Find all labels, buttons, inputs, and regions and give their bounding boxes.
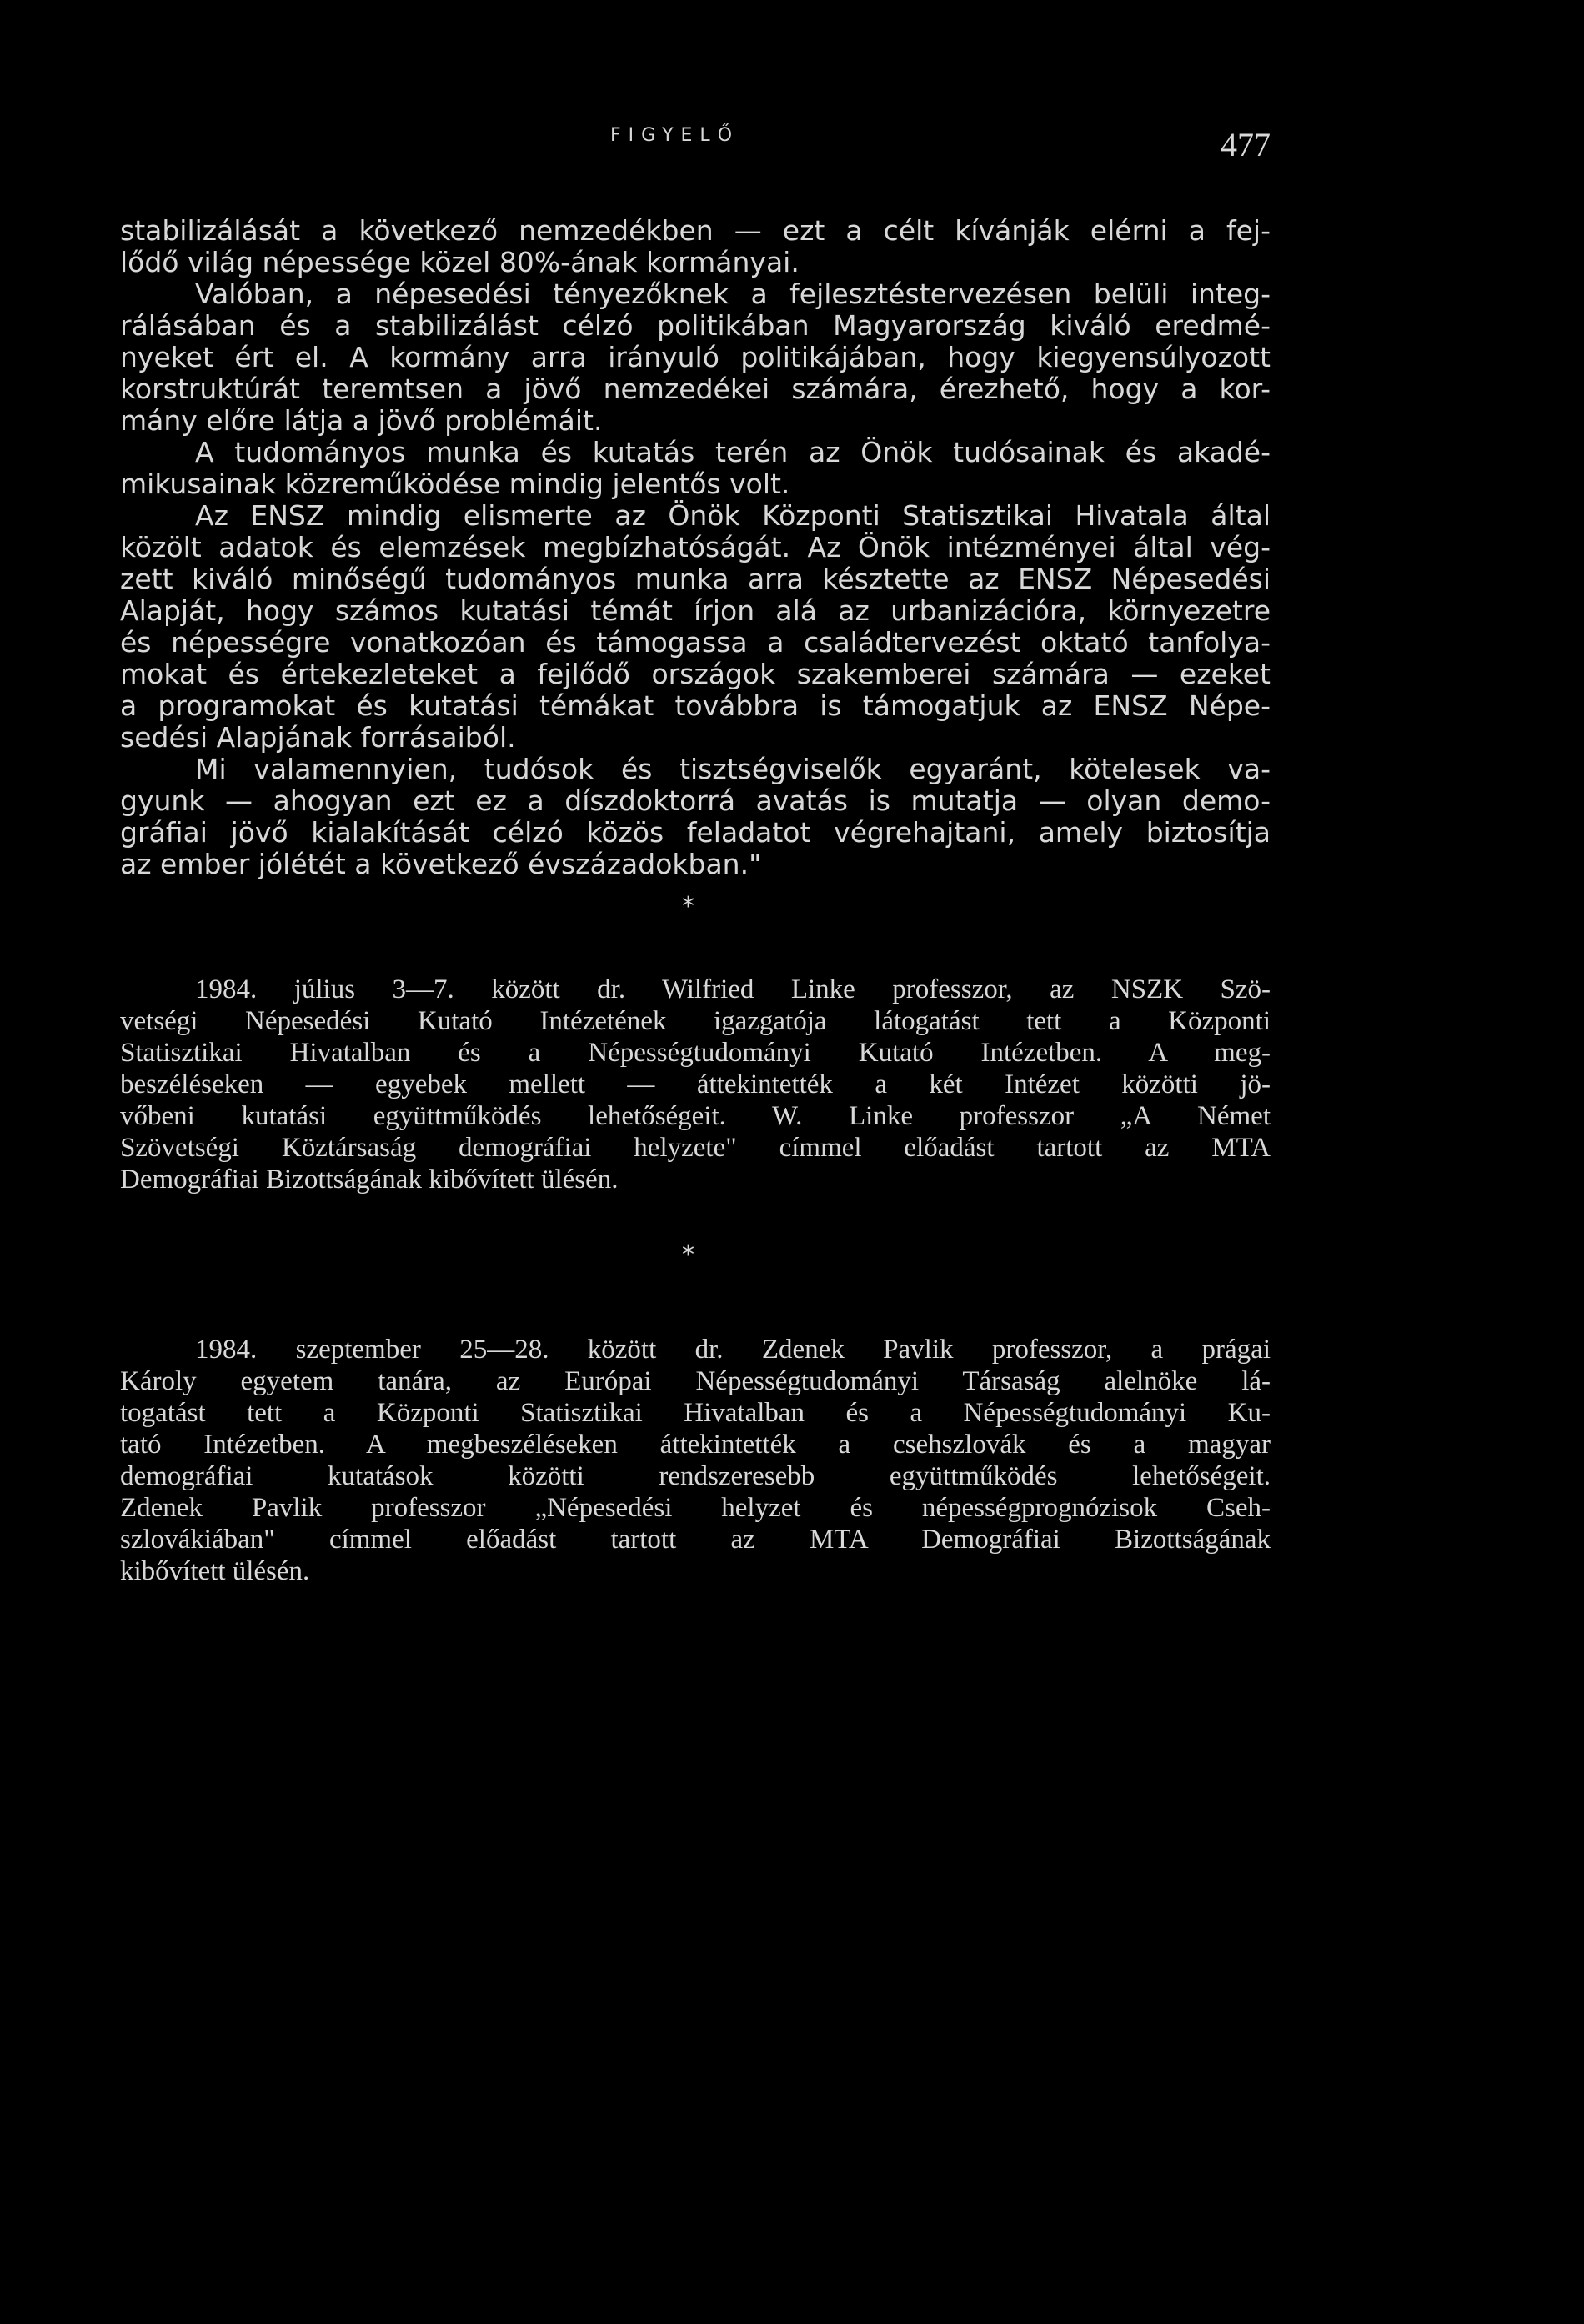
text-line: kibővített ülésén. xyxy=(120,1556,310,1586)
text-line: az ember jólétét a következő évszázadokban." xyxy=(120,849,762,880)
text-line: togatást tett a Központi Statisztikai Hivatalban és a Népességtudományi Ku- xyxy=(120,1398,1271,1428)
text-line: szlovákiában" címmel előadást tartott az MTA Demográfiai Bizottságának xyxy=(120,1525,1271,1555)
text-line: vőbeni kutatási együttműködés lehetőségeit. W. Linke professzor „A Német xyxy=(120,1101,1271,1131)
text-line: Alapját, hogy számos kutatási témát írjon alá az urbanizációra, környezetre xyxy=(120,595,1271,627)
text-line: Statisztikai Hivatalban és a Népességtudományi Kutató Intézetben. A meg- xyxy=(120,1038,1271,1068)
text-line: sedési Alapjának forrásaiból. xyxy=(120,722,516,754)
text-line: stabilizálását a következő nemzedékben — ezt a célt kívánják elérni a fej- xyxy=(120,215,1271,247)
text-line: korstruktúrát teremtsen a jövő nemzedékei számára, érezhető, hogy a kor- xyxy=(120,373,1271,405)
page-number: 477 xyxy=(1221,126,1271,163)
text-line: Mi valamennyien, tudósok és tisztségviselők egyaránt, kötelesek va- xyxy=(195,754,1271,785)
text-line: 1984. július 3—7. között dr. Wilfried Linke professzor, az NSZK Szö- xyxy=(195,974,1271,1004)
section-2-text xyxy=(120,974,1271,1195)
text-line: a programokat és kutatási témákat továbbra is támogatjuk az ENSZ Népe- xyxy=(120,690,1271,722)
text-line: Az ENSZ mindig elismerte az Önök Központi Statisztikai Hivatala által xyxy=(195,500,1271,532)
text-line: mokat és értekezleteket a fejlődő országok szakemberei számára — ezeket xyxy=(120,659,1271,690)
text-line: vetségi Népesedési Kutató Intézetének igazgatója látogatást tett a Központi xyxy=(120,1006,1271,1036)
text-line: Valóban, a népesedési tényezőknek a fejlesztéstervezésen belüli integ- xyxy=(195,278,1271,310)
text-line: Szövetségi Köztársaság demográfiai helyzete" címmel előadást tartott az MTA xyxy=(120,1133,1271,1163)
text-line: és népességre vonatkozóan és támogassa a családtervezést oktató tanfolya- xyxy=(120,627,1271,659)
text-line: mikusainak közreműködése mindig jelentős volt. xyxy=(120,468,790,500)
text-line: gráfiai jövő kialakítását célzó közös feladatot végrehajtani, amely biztosítja xyxy=(120,817,1271,849)
text-line: zett kiváló minőségű tudományos munka arra késztette az ENSZ Népesedési xyxy=(120,563,1271,595)
section-3-text xyxy=(120,1334,1271,1587)
section-separator: * xyxy=(682,892,694,921)
text-line: demográfiai kutatások közötti rendszeresebb együttműködés lehetőségeit. xyxy=(120,1461,1271,1491)
text-line: gyunk — ahogyan ezt ez a díszdoktorrá avatás is mutatja — olyan demo- xyxy=(120,785,1271,817)
section-1-text xyxy=(120,215,1271,880)
text-line: Zdenek Pavlik professzor „Népesedési helyzet és népességprognózisok Cseh- xyxy=(120,1493,1271,1523)
running-title: FIGYELŐ xyxy=(610,125,740,146)
text-line: A tudományos munka és kutatás terén az Önök tudósainak és akadé- xyxy=(195,437,1271,468)
section-separator: * xyxy=(682,1240,694,1270)
text-line: beszéléseken — egyebek mellett — áttekintették a két Intézet közötti jö- xyxy=(120,1069,1271,1099)
text-line: nyeket ért el. A kormány arra irányuló politikájában, hogy kiegyensúlyozott xyxy=(120,342,1271,373)
text-line: Demográfiai Bizottságának kibővített ülésén. xyxy=(120,1165,619,1195)
text-line: mány előre látja a jövő problémáit. xyxy=(120,405,603,437)
text-line: tató Intézetben. A megbeszéléseken áttekintették a csehszlovák és a magyar xyxy=(120,1430,1271,1460)
text-line: rálásában és a stabilizálást célzó politikában Magyarország kiváló eredmé- xyxy=(120,310,1271,342)
text-line: lődő világ népessége közel 80%-ának kormányai. xyxy=(120,247,800,278)
text-line: közölt adatok és elemzések megbízhatóságát. Az Önök intézményei által vég- xyxy=(120,532,1271,563)
text-line: 1984. szeptember 25—28. között dr. Zdenek Pavlik professzor, a prágai xyxy=(195,1335,1271,1365)
text-line: Károly egyetem tanára, az Európai Népességtudományi Társaság alelnöke lá- xyxy=(120,1366,1271,1396)
